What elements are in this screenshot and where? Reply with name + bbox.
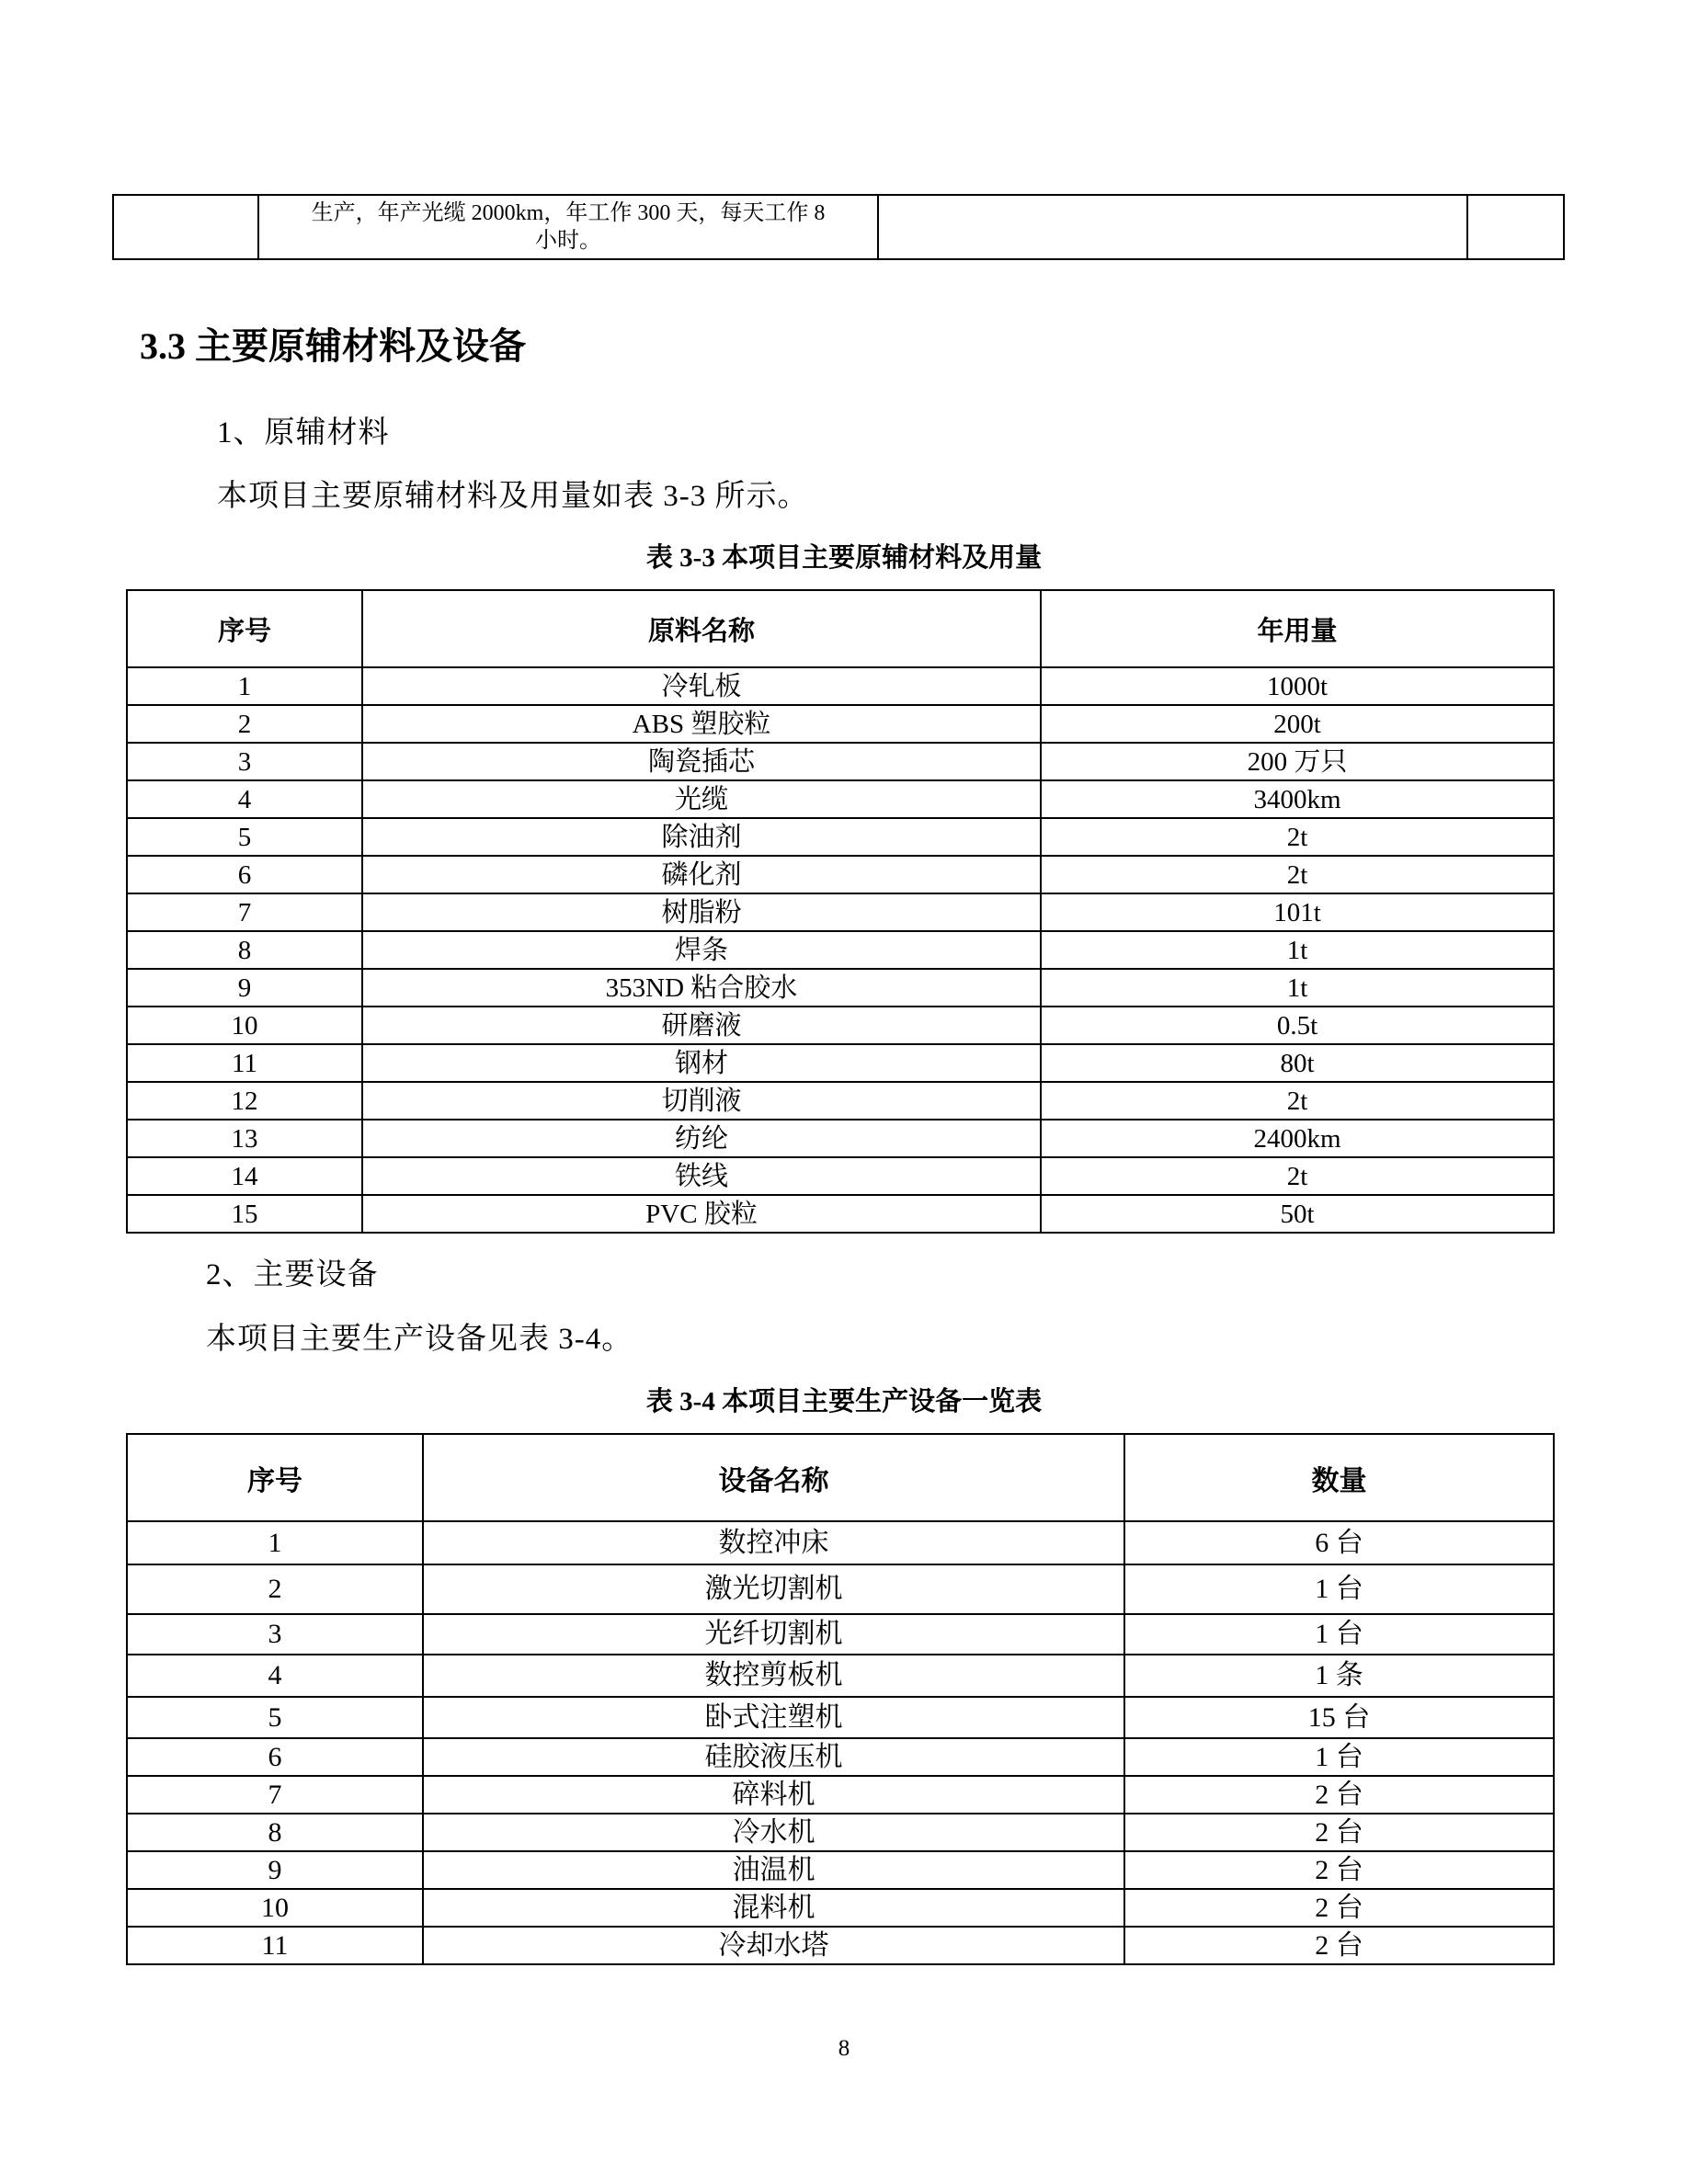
table-cell: 2t (1041, 856, 1554, 893)
table-cell: 2400km (1041, 1120, 1554, 1157)
table-cell (258, 195, 878, 259)
table-cell: 冷却水塔 (423, 1927, 1124, 1964)
table-row (127, 893, 1554, 931)
table-cell: 1t (1041, 931, 1554, 969)
table-cell: 2t (1041, 1082, 1554, 1120)
table-cell: 5 (127, 1697, 423, 1738)
table-cell: 8 (127, 1814, 423, 1851)
table-row (127, 969, 1554, 1007)
table-row (127, 931, 1554, 969)
table-cell: 2 台 (1124, 1814, 1554, 1851)
table-row (127, 1697, 1554, 1738)
table-row (127, 856, 1554, 893)
table-cell: 2 台 (1124, 1851, 1554, 1889)
table-cell: 冷水机 (423, 1814, 1124, 1851)
table-cell: 纺纶 (362, 1120, 1041, 1157)
table-cell: 13 (127, 1120, 362, 1157)
table-cell: 切削液 (362, 1082, 1041, 1120)
column-header: 年用量 (1041, 590, 1554, 667)
table-cell: 1 台 (1124, 1738, 1554, 1776)
materials-table (126, 589, 1555, 1234)
column-header: 原料名称 (362, 590, 1041, 667)
table-row (127, 1521, 1554, 1564)
table-cell: 2 台 (1124, 1776, 1554, 1814)
table-cell: 200 万只 (1041, 743, 1554, 780)
table-row (127, 1814, 1554, 1851)
table-cell: 0.5t (1041, 1007, 1554, 1044)
table-row (127, 1157, 1554, 1195)
table-cell: 7 (127, 893, 362, 931)
table-row (127, 1564, 1554, 1614)
table-cell: 101t (1041, 893, 1554, 931)
table-row (127, 1655, 1554, 1697)
table-cell: 钢材 (362, 1044, 1041, 1082)
table-cell (113, 195, 258, 259)
table-header-row (127, 1434, 1554, 1521)
table-cell: 353ND 粘合胶水 (362, 969, 1041, 1007)
table-row (127, 818, 1554, 856)
column-header: 序号 (127, 590, 362, 667)
table-cell (878, 195, 1467, 259)
column-header: 数量 (1124, 1434, 1554, 1521)
subsection-title: 1、原辅材料 (217, 416, 390, 449)
table-cell: 6 台 (1124, 1521, 1554, 1564)
table-cell: 激光切割机 (423, 1564, 1124, 1614)
table-cell: 光纤切割机 (423, 1614, 1124, 1655)
table-cell: 15 台 (1124, 1697, 1554, 1738)
table-cell: 50t (1041, 1195, 1554, 1233)
table-cell: 3400km (1041, 780, 1554, 818)
table-cell: 卧式注塑机 (423, 1697, 1124, 1738)
table-cell: 1000t (1041, 667, 1554, 705)
table-cell: 8 (127, 931, 362, 969)
table-cell: 9 (127, 1851, 423, 1889)
table-cell: 光缆 (362, 780, 1041, 818)
table-cell: 2t (1041, 818, 1554, 856)
table-cell: 3 (127, 1614, 423, 1655)
table-cell: 铁线 (362, 1157, 1041, 1195)
equipment-table (126, 1433, 1555, 1965)
table-cell: 油温机 (423, 1851, 1124, 1889)
table-cell: 2 (127, 1564, 423, 1614)
table-row (127, 1195, 1554, 1233)
continued-table (112, 194, 1565, 260)
table-row (127, 667, 1554, 705)
column-header: 设备名称 (423, 1434, 1124, 1521)
table-row (127, 743, 1554, 780)
column-header: 序号 (127, 1434, 423, 1521)
table-cell: 9 (127, 969, 362, 1007)
table-cell (1467, 195, 1564, 259)
table-cell: 陶瓷插芯 (362, 743, 1041, 780)
table-row (127, 705, 1554, 743)
table-row (127, 1738, 1554, 1776)
table-row (127, 1889, 1554, 1927)
table-row (127, 1007, 1554, 1044)
table-cell: 焊条 (362, 931, 1041, 969)
table-cell: 11 (127, 1927, 423, 1964)
table-cell: 12 (127, 1082, 362, 1120)
table-row (113, 195, 1564, 259)
table-cell: 磷化剂 (362, 856, 1041, 893)
table-row (127, 1851, 1554, 1889)
table-cell: 碎料机 (423, 1776, 1124, 1814)
table-cell: 3 (127, 743, 362, 780)
table-cell: 冷轧板 (362, 667, 1041, 705)
table-cell: 硅胶液压机 (423, 1738, 1124, 1776)
table-row (127, 1044, 1554, 1082)
paragraph: 本项目主要原辅材料及用量如表 3-3 所示。 (217, 480, 809, 513)
table-cell: 数控剪板机 (423, 1655, 1124, 1697)
table-cell: 4 (127, 780, 362, 818)
table-caption: 表 3-3 本项目主要原辅材料及用量 (645, 543, 1043, 573)
table-row (127, 1776, 1554, 1814)
table-cell: 除油剂 (362, 818, 1041, 856)
table-cell: 研磨液 (362, 1007, 1041, 1044)
table-cell: 1 台 (1124, 1614, 1554, 1655)
table-header-row (127, 590, 1554, 667)
table-cell: 1 (127, 667, 362, 705)
paragraph: 本项目主要生产设备见表 3-4。 (206, 1323, 633, 1356)
table-cell: 10 (127, 1007, 362, 1044)
table-cell: 混料机 (423, 1889, 1124, 1927)
table-cell: 5 (127, 818, 362, 856)
table-cell: 80t (1041, 1044, 1554, 1082)
table-cell: PVC 胶粒 (362, 1195, 1041, 1233)
table-row (127, 780, 1554, 818)
table-cell: 6 (127, 856, 362, 893)
project-description-line: 生产，年产光缆 2000km，年工作 300 天，每天工作 8 (311, 201, 826, 225)
table-cell: 1 台 (1124, 1564, 1554, 1614)
table-row (127, 1614, 1554, 1655)
table-cell: 数控冲床 (423, 1521, 1124, 1564)
table-cell: 2 (127, 705, 362, 743)
table-cell: 10 (127, 1889, 423, 1927)
table-row (127, 1927, 1554, 1964)
table-row (127, 1120, 1554, 1157)
table-cell: 200t (1041, 705, 1554, 743)
table-cell: 14 (127, 1157, 362, 1195)
project-description-line: 小时。 (535, 229, 601, 253)
table-cell: 4 (127, 1655, 423, 1697)
table-cell: 2t (1041, 1157, 1554, 1195)
table-cell: 树脂粉 (362, 893, 1041, 931)
table-cell: 2 台 (1124, 1927, 1554, 1964)
table-cell: 2 台 (1124, 1889, 1554, 1927)
table-cell: 11 (127, 1044, 362, 1082)
table-cell: 6 (127, 1738, 423, 1776)
table-caption: 表 3-4 本项目主要生产设备一览表 (645, 1387, 1043, 1416)
table-cell: 1 (127, 1521, 423, 1564)
subsection-title: 2、主要设备 (206, 1258, 379, 1291)
table-cell: 1t (1041, 969, 1554, 1007)
table-cell: 1 条 (1124, 1655, 1554, 1697)
section-heading: 3.3 主要原辅材料及设备 (140, 325, 526, 367)
page-number: 8 (838, 2036, 850, 2061)
table-cell: 15 (127, 1195, 362, 1233)
table-cell: 7 (127, 1776, 423, 1814)
table-row (127, 1082, 1554, 1120)
table-cell: ABS 塑胶粒 (362, 705, 1041, 743)
